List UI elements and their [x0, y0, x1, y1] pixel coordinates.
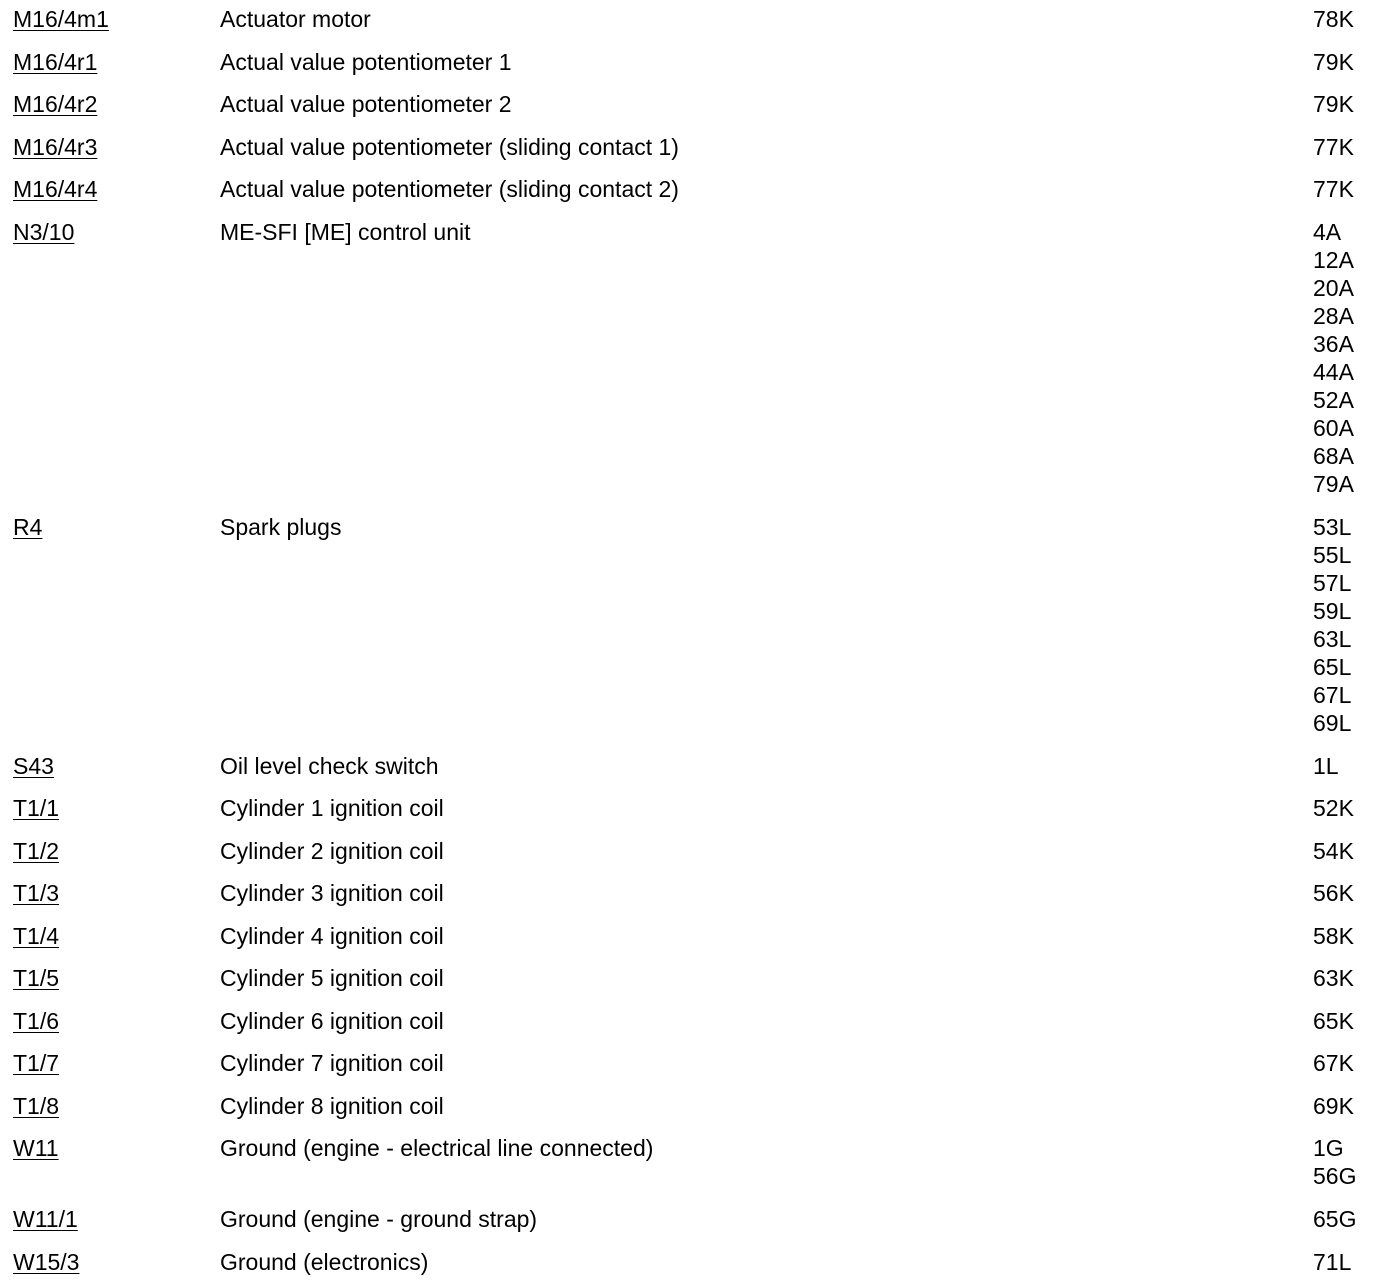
- location-code: 12A: [1313, 246, 1354, 273]
- location-code: 63L: [1313, 625, 1352, 652]
- location-code: 20A: [1313, 274, 1354, 301]
- location-list: [1313, 1248, 1388, 1276]
- component-code-link[interactable]: T1/7: [13, 1050, 60, 1076]
- location-list: [1313, 513, 1388, 737]
- location-code: 57L: [1313, 569, 1352, 596]
- location-code: 36A: [1313, 330, 1354, 357]
- location-list: [1313, 794, 1388, 822]
- component-description: Cylinder 4 ignition coil: [220, 922, 444, 949]
- location-code: 56G: [1313, 1163, 1357, 1189]
- location-list: [1313, 48, 1388, 76]
- location-code: 69K: [1313, 1092, 1354, 1119]
- location-code: 44A: [1313, 358, 1354, 385]
- component-code-link[interactable]: T1/4: [13, 922, 60, 949]
- component-description: Ground (engine - ground strap): [220, 1206, 538, 1232]
- location-list: [1313, 1205, 1388, 1233]
- location-code: 78K: [1313, 6, 1354, 32]
- component-description: Cylinder 8 ignition coil: [220, 1092, 444, 1119]
- component-description: Cylinder 3 ignition coil: [220, 880, 444, 906]
- component-code-link[interactable]: T1/3: [13, 880, 60, 906]
- component-description: ME-SFI [ME] control unit: [220, 218, 471, 245]
- location-list: [1313, 133, 1388, 161]
- component-code-link[interactable]: W15/3: [13, 1248, 80, 1275]
- component-code-link[interactable]: S43: [13, 752, 54, 779]
- component-description: Ground (electronics): [220, 1248, 429, 1275]
- component-description: Actual value potentiometer (sliding contact 1): [220, 133, 679, 160]
- location-code: 4A: [1313, 218, 1342, 245]
- location-list: [1313, 90, 1388, 118]
- location-code: 77K: [1313, 133, 1354, 160]
- component-code-link[interactable]: M16/4r2: [13, 91, 98, 117]
- location-code: 1L: [1313, 752, 1339, 779]
- component-description: Actual value potentiometer (sliding contact 2): [220, 176, 679, 202]
- component-code-link[interactable]: T1/6: [13, 1007, 60, 1034]
- component-description: Cylinder 2 ignition coil: [220, 837, 444, 864]
- location-code: 67K: [1313, 1050, 1354, 1076]
- location-code: 59L: [1313, 597, 1352, 624]
- component-description: Cylinder 1 ignition coil: [220, 795, 444, 821]
- location-list: [1313, 752, 1388, 780]
- location-list: [1313, 1007, 1388, 1035]
- location-code: 69L: [1313, 709, 1352, 736]
- location-code: 54K: [1313, 837, 1354, 864]
- component-code-link[interactable]: T1/2: [13, 837, 60, 864]
- location-list: [1313, 1092, 1388, 1120]
- component-code-link[interactable]: T1/1: [13, 795, 60, 821]
- component-description: Ground (engine - electrical line connected): [220, 1135, 654, 1161]
- location-list: [1313, 218, 1388, 498]
- location-code: 79K: [1313, 48, 1354, 75]
- location-code: 56K: [1313, 880, 1354, 906]
- location-code: 65K: [1313, 1007, 1354, 1034]
- location-code: 60A: [1313, 414, 1354, 441]
- component-description: Cylinder 6 ignition coil: [220, 1007, 444, 1034]
- location-list: [1313, 1134, 1388, 1190]
- location-list: [1313, 922, 1388, 950]
- location-code: 52A: [1313, 386, 1354, 413]
- location-list: [1313, 879, 1388, 907]
- component-code-link[interactable]: W11/1: [13, 1206, 78, 1232]
- location-code: 65G: [1313, 1206, 1357, 1232]
- location-code: 58K: [1313, 922, 1354, 949]
- location-code: 79K: [1313, 91, 1354, 117]
- location-code: 77K: [1313, 176, 1354, 202]
- location-list: [1313, 5, 1388, 33]
- location-code: 71L: [1313, 1248, 1352, 1275]
- component-description: Spark plugs: [220, 513, 342, 540]
- component-description: Cylinder 5 ignition coil: [220, 965, 444, 991]
- location-list: [1313, 964, 1388, 992]
- component-code-link[interactable]: M16/4r3: [13, 133, 98, 160]
- component-description: Actual value potentiometer 2: [220, 91, 512, 117]
- location-list: [1313, 1049, 1388, 1077]
- location-list: [1313, 175, 1388, 203]
- location-list: [1313, 837, 1388, 865]
- location-code: 1G: [1313, 1135, 1344, 1161]
- component-description: Oil level check switch: [220, 752, 439, 779]
- component-description: Actuator motor: [220, 6, 371, 32]
- location-code: 55L: [1313, 541, 1352, 568]
- component-description: Actual value potentiometer 1: [220, 48, 512, 75]
- component-code-link[interactable]: T1/5: [13, 965, 60, 991]
- location-code: 68A: [1313, 442, 1354, 469]
- component-code-link[interactable]: T1/8: [13, 1092, 60, 1119]
- component-code-link[interactable]: R4: [13, 513, 43, 540]
- location-code: 79A: [1313, 470, 1354, 497]
- component-code-link[interactable]: W11: [13, 1135, 59, 1161]
- component-code-link[interactable]: M16/4m1: [13, 6, 109, 32]
- component-code-link[interactable]: M16/4r4: [13, 176, 98, 202]
- component-code-link[interactable]: M16/4r1: [13, 48, 98, 75]
- component-description: Cylinder 7 ignition coil: [220, 1050, 444, 1076]
- location-code: 67L: [1313, 681, 1352, 708]
- location-code: 65L: [1313, 653, 1352, 680]
- component-code-link[interactable]: N3/10: [13, 218, 75, 245]
- location-code: 63K: [1313, 965, 1354, 991]
- location-code: 28A: [1313, 302, 1354, 329]
- location-code: 53L: [1313, 513, 1352, 540]
- location-code: 52K: [1313, 795, 1354, 821]
